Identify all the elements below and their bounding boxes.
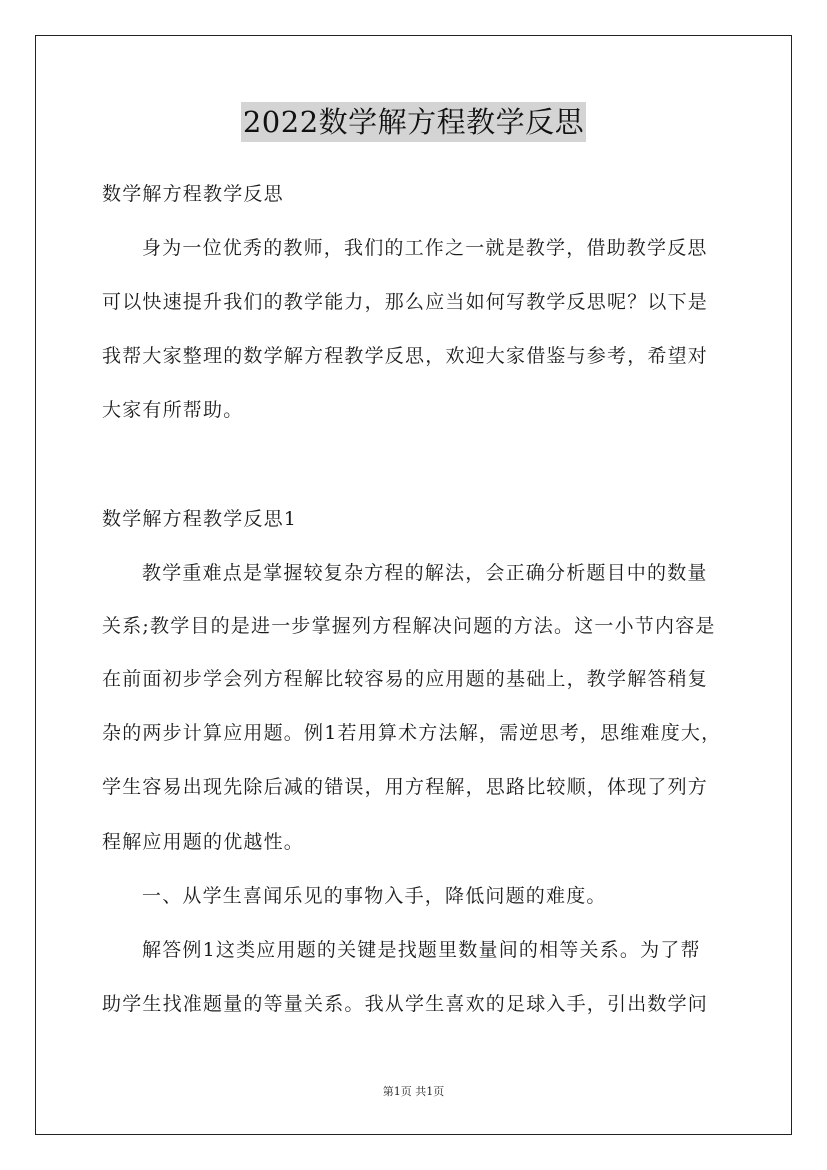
- section-line-4: 杂的两步计算应用题。例1若用算术方法解，需逆思考，思维难度大，: [102, 722, 722, 744]
- closing-line-2: 助学生找准题量的等量关系。我从学生喜欢的足球入手，引出数学问: [102, 993, 709, 1015]
- title-container: [0, 102, 827, 142]
- section-line-6: 程解应用题的优越性。: [102, 831, 305, 853]
- section-line-1: 教学重难点是掌握较复杂方程的解法，会正确分析题目中的数量: [142, 562, 708, 584]
- intro-line-2: 可以快速提升我们的教学能力，那么应当如何写教学反思呢？以下是: [102, 291, 709, 313]
- section-line-5: 学生容易出现先除后减的错误，用方程解，思路比较顺，体现了列方: [102, 776, 709, 798]
- intro-line-4: 大家有所帮助。: [102, 399, 244, 421]
- page-footer: 第1页 共1页: [382, 1085, 445, 1098]
- section-heading: 数学解方程教学反思1: [102, 508, 298, 530]
- document-title: 2022数学解方程教学反思: [241, 102, 586, 142]
- closing-line-1: 解答例1这类应用题的关键是找题里数量间的相等关系。为了帮: [142, 939, 701, 961]
- section-line-2: 关系;教学目的是进一步掌握列方程解决问题的方法。这一小节内容是: [102, 615, 716, 637]
- point-one: 一、从学生喜闻乐见的事物入手，降低问题的难度。: [142, 885, 607, 907]
- intro-line-1: 身为一位优秀的教师，我们的工作之一就是教学，借助教学反思: [142, 237, 708, 259]
- intro-line-3: 我帮大家整理的数学解方程教学反思，欢迎大家借鉴与参考，希望对: [102, 345, 709, 367]
- document-subtitle: 数学解方程教学反思: [102, 183, 284, 205]
- section-line-3: 在前面初步学会列方程解比较容易的应用题的基础上，教学解答稍复: [102, 668, 709, 690]
